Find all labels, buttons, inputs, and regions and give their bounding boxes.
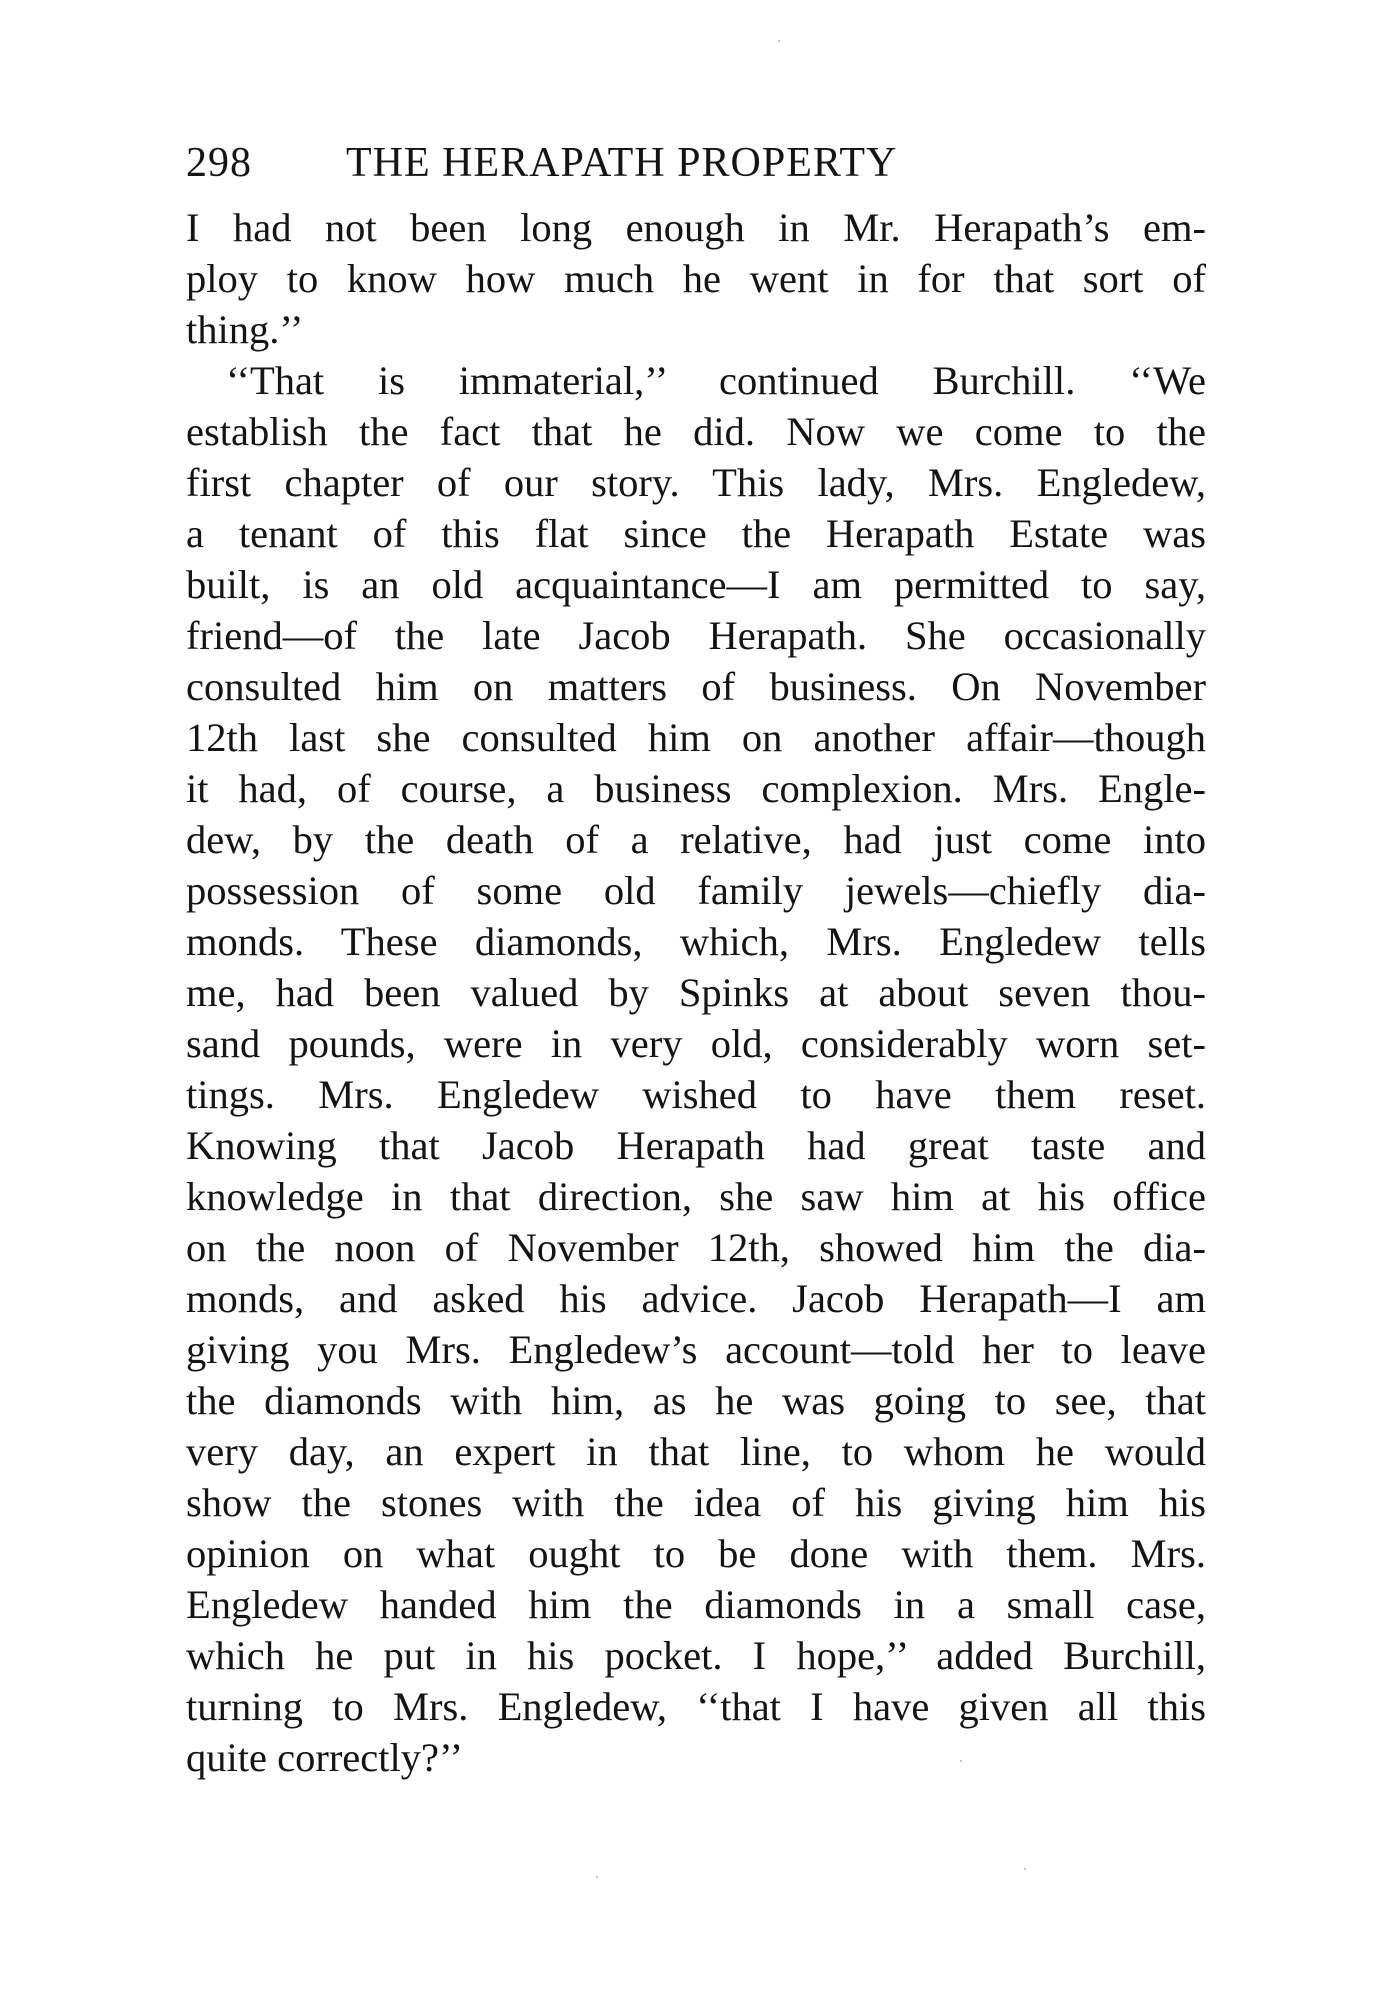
text-line: giving you Mrs. Engledew’s account—told her to leave: [186, 1327, 1206, 1372]
scan-speck: [778, 40, 780, 42]
text-line: monds, and asked his advice. Jacob Herapath—I am: [186, 1276, 1206, 1321]
text-line: Engledew handed him the diamonds in a small case,: [186, 1582, 1206, 1627]
page-number: 298: [186, 140, 252, 186]
scan-speck: [960, 1760, 962, 1762]
text-line: friend—of the late Jacob Herapath. She occasionally: [186, 613, 1206, 658]
text-line: knowledge in that direction, she saw him at his office: [186, 1174, 1206, 1219]
text-line: on the noon of November 12th, showed him the dia-: [186, 1225, 1206, 1270]
body-text: [186, 202, 1206, 1783]
text-line: ploy to know how much he went in for that sort of: [186, 256, 1206, 301]
text-line: the diamonds with him, as he was going to see, that: [186, 1378, 1206, 1423]
text-line: built, is an old acquaintance—I am permitted to say,: [186, 562, 1206, 607]
text-line: very day, an expert in that line, to whom he would: [186, 1429, 1206, 1474]
text-line: establish the fact that he did. Now we come to the: [186, 409, 1206, 454]
text-line: dew, by the death of a relative, had just come into: [186, 817, 1206, 862]
text-line: first chapter of our story. This lady, Mrs. Engledew,: [186, 460, 1206, 505]
text-line: it had, of course, a business complexion. Mrs. Engle-: [186, 766, 1206, 811]
text-line: ‘‘That is immaterial,’’ continued Burchill. ‘‘We: [226, 358, 1206, 403]
text-line: consulted him on matters of business. On November: [186, 664, 1206, 709]
text-line: quite correctly?’’: [186, 1735, 463, 1780]
text-line: sand pounds, were in very old, considerably worn set-: [186, 1021, 1206, 1066]
text-line: thing.’’: [186, 307, 304, 352]
book-title: THE HERAPATH PROPERTY: [346, 140, 898, 186]
text-line: I had not been long enough in Mr. Herapath’s em-: [186, 205, 1206, 250]
scan-speck: [1024, 1868, 1026, 1870]
text-line: show the stones with the idea of his giving him his: [186, 1480, 1206, 1525]
running-head: [186, 138, 1216, 188]
text-line: possession of some old family jewels—chiefly dia-: [186, 868, 1206, 913]
text-line: which he put in his pocket. I hope,’’ added Burchill,: [186, 1633, 1206, 1678]
scan-speck: [596, 1876, 598, 1878]
text-line: a tenant of this flat since the Herapath Estate was: [186, 511, 1206, 556]
text-line: monds. These diamonds, which, Mrs. Engledew tells: [186, 919, 1206, 964]
text-line: opinion on what ought to be done with them. Mrs.: [186, 1531, 1206, 1576]
text-line: me, had been valued by Spinks at about seven thou-: [186, 970, 1206, 1015]
text-line: tings. Mrs. Engledew wished to have them reset.: [186, 1072, 1206, 1117]
text-line: Knowing that Jacob Herapath had great taste and: [186, 1123, 1206, 1168]
text-line: turning to Mrs. Engledew, ‘‘that I have given all this: [186, 1684, 1206, 1729]
text-line: 12th last she consulted him on another affair—though: [186, 715, 1206, 760]
